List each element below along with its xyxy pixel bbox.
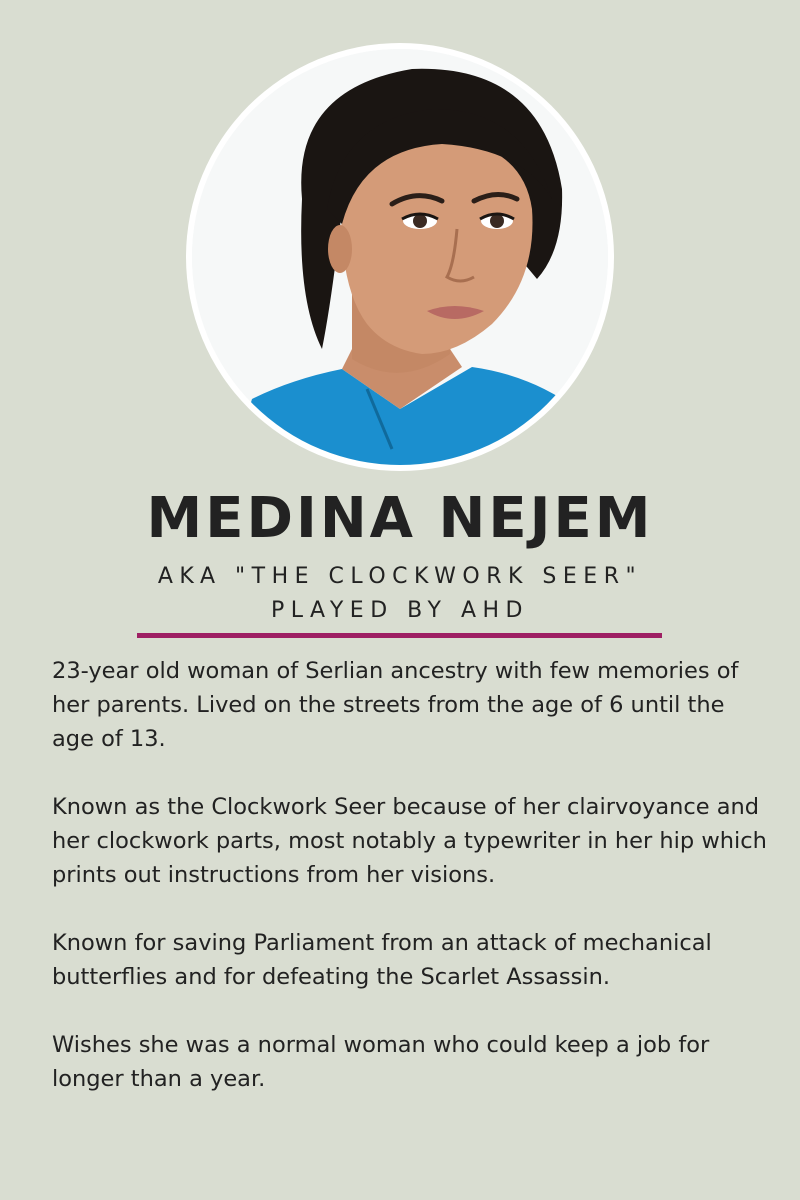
portrait-frame (186, 43, 614, 471)
bio-paragraph: Wishes she was a normal woman who could keep a job for longer than a year. (52, 1032, 710, 1092)
bio-paragraph: 23-year old woman of Serlian ancestry with few memories of her parents. Lived on the streets from the age of 6 until the age of 13. (52, 658, 739, 752)
portrait-illustration (192, 49, 608, 465)
bio-paragraph: Known as the Clockwork Seer because of her clairvoyance and her clockwork parts, most notably a typewriter in her hip which prints out instructions from her visions. (52, 794, 767, 888)
played-by-credit: PLAYED BY AHD (271, 598, 529, 623)
character-bio (52, 654, 772, 1130)
accent-divider (137, 633, 662, 638)
bio-paragraph: Known for saving Parliament from an attack of mechanical butterflies and for defeating the Scarlet Assassin. (52, 930, 712, 990)
character-name: MEDINA NEJEM (146, 486, 654, 551)
portrait-photo (192, 49, 608, 465)
character-alias: AKA "THE CLOCKWORK SEER" (157, 564, 643, 589)
